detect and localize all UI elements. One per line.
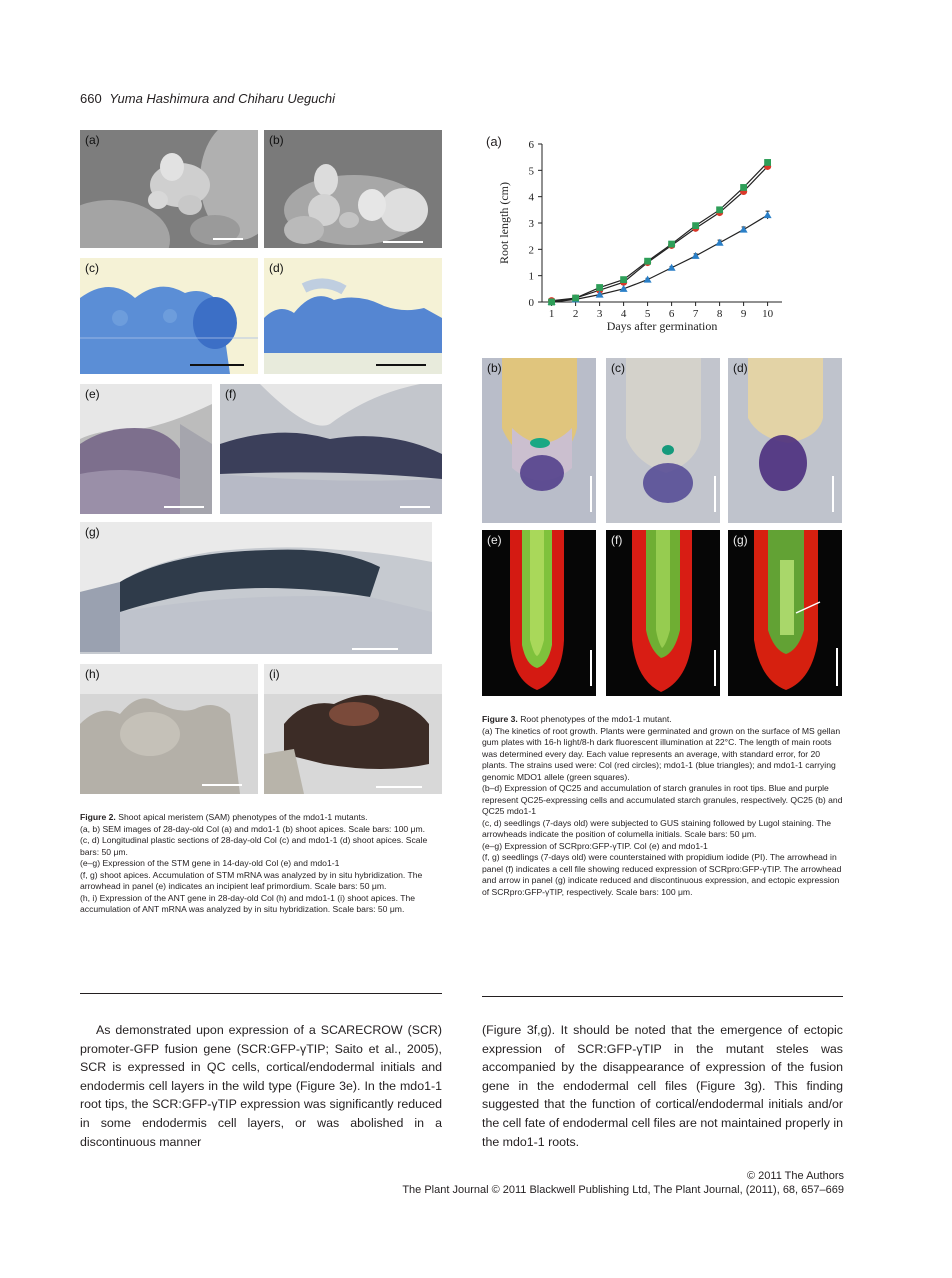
fig2-panel-f-image	[220, 384, 442, 514]
data-point-square	[548, 299, 555, 306]
x-tick-label: 3	[596, 308, 603, 320]
panel-label: (e)	[487, 533, 502, 547]
data-point-square	[668, 241, 675, 248]
scale-bar	[590, 650, 592, 686]
scale-bar	[836, 648, 838, 686]
scale-bar	[400, 506, 430, 508]
fig3-panel-e-image	[482, 530, 596, 696]
fig3-panel-g	[728, 530, 842, 696]
fig2-panel-c	[80, 258, 258, 374]
fig2-panel-d	[264, 258, 442, 374]
caption-line: (e–g) Expression of SCRpro:GFP-γTIP. Col (e) and mdo1-1	[482, 840, 708, 851]
caption-line: (a) The kinetics of root growth. Plants were germinated and grown on the surface of MS gellan gum plates with 16-h light/8-h dark fluorescent illumination at 22°C. The length of main roots was determined every day. Each value represents an average, with standard error, for 20 plants. The strains used were: Col (red circles); mdo1-1 (blue triangles); and mdo1-1 carrying genomic MDO1 allele (green squares).	[482, 725, 841, 782]
scale-bar	[213, 238, 243, 240]
panel-label: (d)	[733, 361, 748, 375]
fig3-panel-c-image	[606, 358, 720, 523]
scale-bar	[376, 786, 422, 788]
panel-label: (a)	[85, 133, 100, 147]
fig2-panel-d-image	[264, 258, 442, 374]
fig2-panel-a-image	[80, 130, 258, 248]
panel-label: (d)	[269, 261, 284, 275]
fig3-panel-d	[728, 358, 842, 523]
data-point-triangle	[716, 239, 724, 246]
figure-3-rule	[482, 996, 843, 997]
caption-line: Figure 3. Root phenotypes of the mdo1-1 mutant.	[482, 714, 672, 724]
scale-bar	[714, 650, 716, 686]
panel-label: (b)	[269, 133, 284, 147]
fig3-panel-b	[482, 358, 596, 523]
data-point-triangle	[764, 211, 772, 218]
fig2-panel-a	[80, 130, 258, 248]
fig3-panel-a-label: (a)	[486, 134, 502, 149]
figure-3-caption	[482, 714, 843, 898]
caption-line: (f, g) shoot apices. Accumulation of STM mRNA was analyzed by in situ hybridization. The arrowhead in panel (e) indicates an incipient leaf primordium. Scale bars: 50 μm.	[80, 869, 423, 891]
caption-line: (f, g) seedlings (7-days old) were counterstained with propidium iodide (PI). The arrowhead in panel (f) indicates a cell file showing reduced expression of SCRpro:GFP-γTIP. The arrowhead and arrow in panel (g) indicate reduced and discontinuous expression, and ectopic expression of SCRpro:GFP-γTIP, respectively. Scale bars: 100 μm.	[482, 852, 842, 897]
page-number: 660	[80, 91, 102, 106]
fig3-panel-f	[606, 530, 720, 696]
fig2-panel-c-image	[80, 258, 258, 374]
data-point-square	[572, 295, 579, 302]
fig2-panel-e	[80, 384, 212, 514]
footer-copyright: © 2011 The Authors	[747, 1170, 844, 1182]
scale-bar	[714, 476, 716, 512]
x-tick-label: 10	[762, 308, 774, 320]
running-authors: Yuma Hashimura and Chiharu Ueguchi	[109, 91, 336, 106]
scale-bar	[190, 364, 244, 366]
fig2-panel-e-image	[80, 384, 212, 514]
fig2-panel-h	[80, 664, 258, 794]
fig2-panel-h-image	[80, 664, 258, 794]
data-point-triangle	[644, 276, 652, 283]
data-point-square	[644, 258, 651, 265]
scale-bar	[376, 364, 426, 366]
data-point-square	[692, 222, 699, 229]
caption-line: Figure 2. Shoot apical meristem (SAM) phenotypes of the mdo1-1 mutants.	[80, 812, 368, 822]
series-line	[552, 215, 768, 302]
scale-bar	[832, 476, 834, 512]
panel-label: (e)	[85, 387, 100, 401]
panel-label: (h)	[85, 667, 100, 681]
panel-label: (g)	[85, 525, 100, 539]
x-tick-label: 6	[668, 308, 675, 320]
panel-label: (f)	[611, 533, 623, 547]
data-point-square	[764, 159, 771, 166]
caption-line: (a, b) SEM images of 28-day-old Col (a) and mdo1-1 (b) shoot apices. Scale bars: 100 μm.	[80, 823, 426, 834]
body-left-column	[80, 1021, 442, 1151]
scale-bar	[202, 784, 242, 786]
fig3-panel-f-image	[606, 530, 720, 696]
figure-2-rule	[80, 993, 442, 994]
caption-text: Shoot apical meristem (SAM) phenotypes of the mdo1-1 mutants.	[118, 812, 368, 822]
x-tick-label: 9	[740, 308, 747, 320]
caption-text: Root phenotypes of the mdo1-1 mutant.	[520, 714, 672, 724]
data-point-triangle	[692, 252, 700, 259]
fig2-panel-b	[264, 130, 442, 248]
fig2-panel-g-image	[80, 522, 432, 654]
scale-bar	[590, 476, 592, 512]
fig2-panel-b-image	[264, 130, 442, 248]
y-tick-label: 0	[528, 297, 534, 309]
fig3-panel-d-image	[728, 358, 842, 523]
scale-bar	[164, 506, 204, 508]
scale-bar	[383, 241, 423, 243]
y-tick-label: 1	[528, 270, 534, 283]
scale-bar	[352, 648, 398, 650]
y-tick-label: 2	[528, 244, 534, 257]
data-point-square	[620, 276, 627, 283]
y-tick-label: 4	[528, 191, 534, 204]
caption-line: (e–g) Expression of the STM gene in 14-day-old Col (e) and mdo1-1	[80, 858, 340, 868]
series-line	[552, 162, 768, 302]
data-point-square	[596, 284, 603, 291]
footer-journal: The Plant Journal © 2011 Blackwell Publishing Ltd, The Plant Journal, (2011), 68, 657–669	[402, 1184, 844, 1196]
x-tick-label: 7	[692, 308, 699, 320]
caption-line: (c, d) Longitudinal plastic sections of 28-day-old Col (c) and mdo1-1 (d) shoot apices. Scale bars: 50 μm.	[80, 835, 428, 857]
body-paragraph: (Figure 3f,g). It should be noted that the emergence of ectopic expression of SCR:GFP-γTIP in the mutant steles was accompanied by the disappearance of expression of the fusion gene in the endodermal cell files (Figure 3g). This finding suggested that the function of cortical/endodermal initials and/or the cell fate of endodermal cell files are not maintained properly in the mdo1-1 roots.	[482, 1023, 843, 1149]
panel-label: (c)	[85, 261, 99, 275]
panel-label: (c)	[611, 361, 625, 375]
fig2-panel-i	[264, 664, 442, 794]
x-tick-label: 8	[716, 308, 723, 320]
panel-label: (b)	[487, 361, 502, 375]
data-point-square	[716, 206, 723, 213]
caption-line: (h, i) Expression of the ANT gene in 28-day-old Col (h) and mdo1-1 (i) shoot apices. The accumulation of ANT mRNA was analyzed by in situ hybridization. Scale bars: 50 μm.	[80, 892, 416, 914]
fig2-panel-i-image	[264, 664, 442, 794]
y-tick-label: 3	[528, 218, 534, 230]
x-tick-label: 1	[548, 308, 555, 320]
body-paragraph: As demonstrated upon expression of a SCARECROW (SCR) promoter-GFP fusion gene (SCR:GFP-γTIP; Saito et al., 2005), SCR is expressed in QC cells, cortical/endodermal initials and endodermis cell layers in the wild type (Figure 3e). In the mdo1-1 root tips, the SCR:GFP-γTIP expression was significantly reduced in some endodermis cell layers, or was abolished in a discontinuous manner	[80, 1023, 442, 1149]
x-axis-label: Days after germination	[606, 319, 718, 333]
panel-label: (f)	[225, 387, 237, 401]
data-point-triangle	[740, 226, 748, 233]
fig3a-root-length-chart	[494, 132, 794, 342]
fig2-panel-f	[220, 384, 442, 514]
panel-label: (i)	[269, 667, 280, 681]
panel-label: (g)	[733, 533, 748, 547]
fig3-panel-e	[482, 530, 596, 696]
x-tick-label: 5	[644, 308, 651, 320]
data-point-triangle	[668, 264, 676, 271]
caption-line: (b–d) Expression of QC25 and accumulation of starch granules in root tips. Blue and purple represent QC25-expressing cells and accumulated starch granules, respectively. QC25 (b) and QC25 mdo1-1	[482, 783, 843, 816]
fig2-panel-g	[80, 522, 432, 654]
y-axis-label: Root length (cm)	[497, 182, 511, 264]
x-tick-label: 4	[620, 308, 627, 320]
fig3-panel-g-image	[728, 530, 842, 696]
fig3-panel-b-image	[482, 358, 596, 523]
y-tick-label: 5	[528, 165, 534, 178]
fig3-panel-c	[606, 358, 720, 523]
x-tick-label: 2	[572, 308, 579, 320]
caption-line: (c, d) seedlings (7-days old) were subjected to GUS staining followed by Lugol staining. The arrowheads indicate the position of columella initials. Scale bars: 50 μm.	[482, 817, 832, 839]
figure-2-caption	[80, 812, 442, 916]
data-point-square	[740, 184, 747, 191]
running-header	[80, 91, 335, 106]
body-right-column	[482, 1021, 843, 1151]
y-tick-label: 6	[528, 139, 534, 151]
